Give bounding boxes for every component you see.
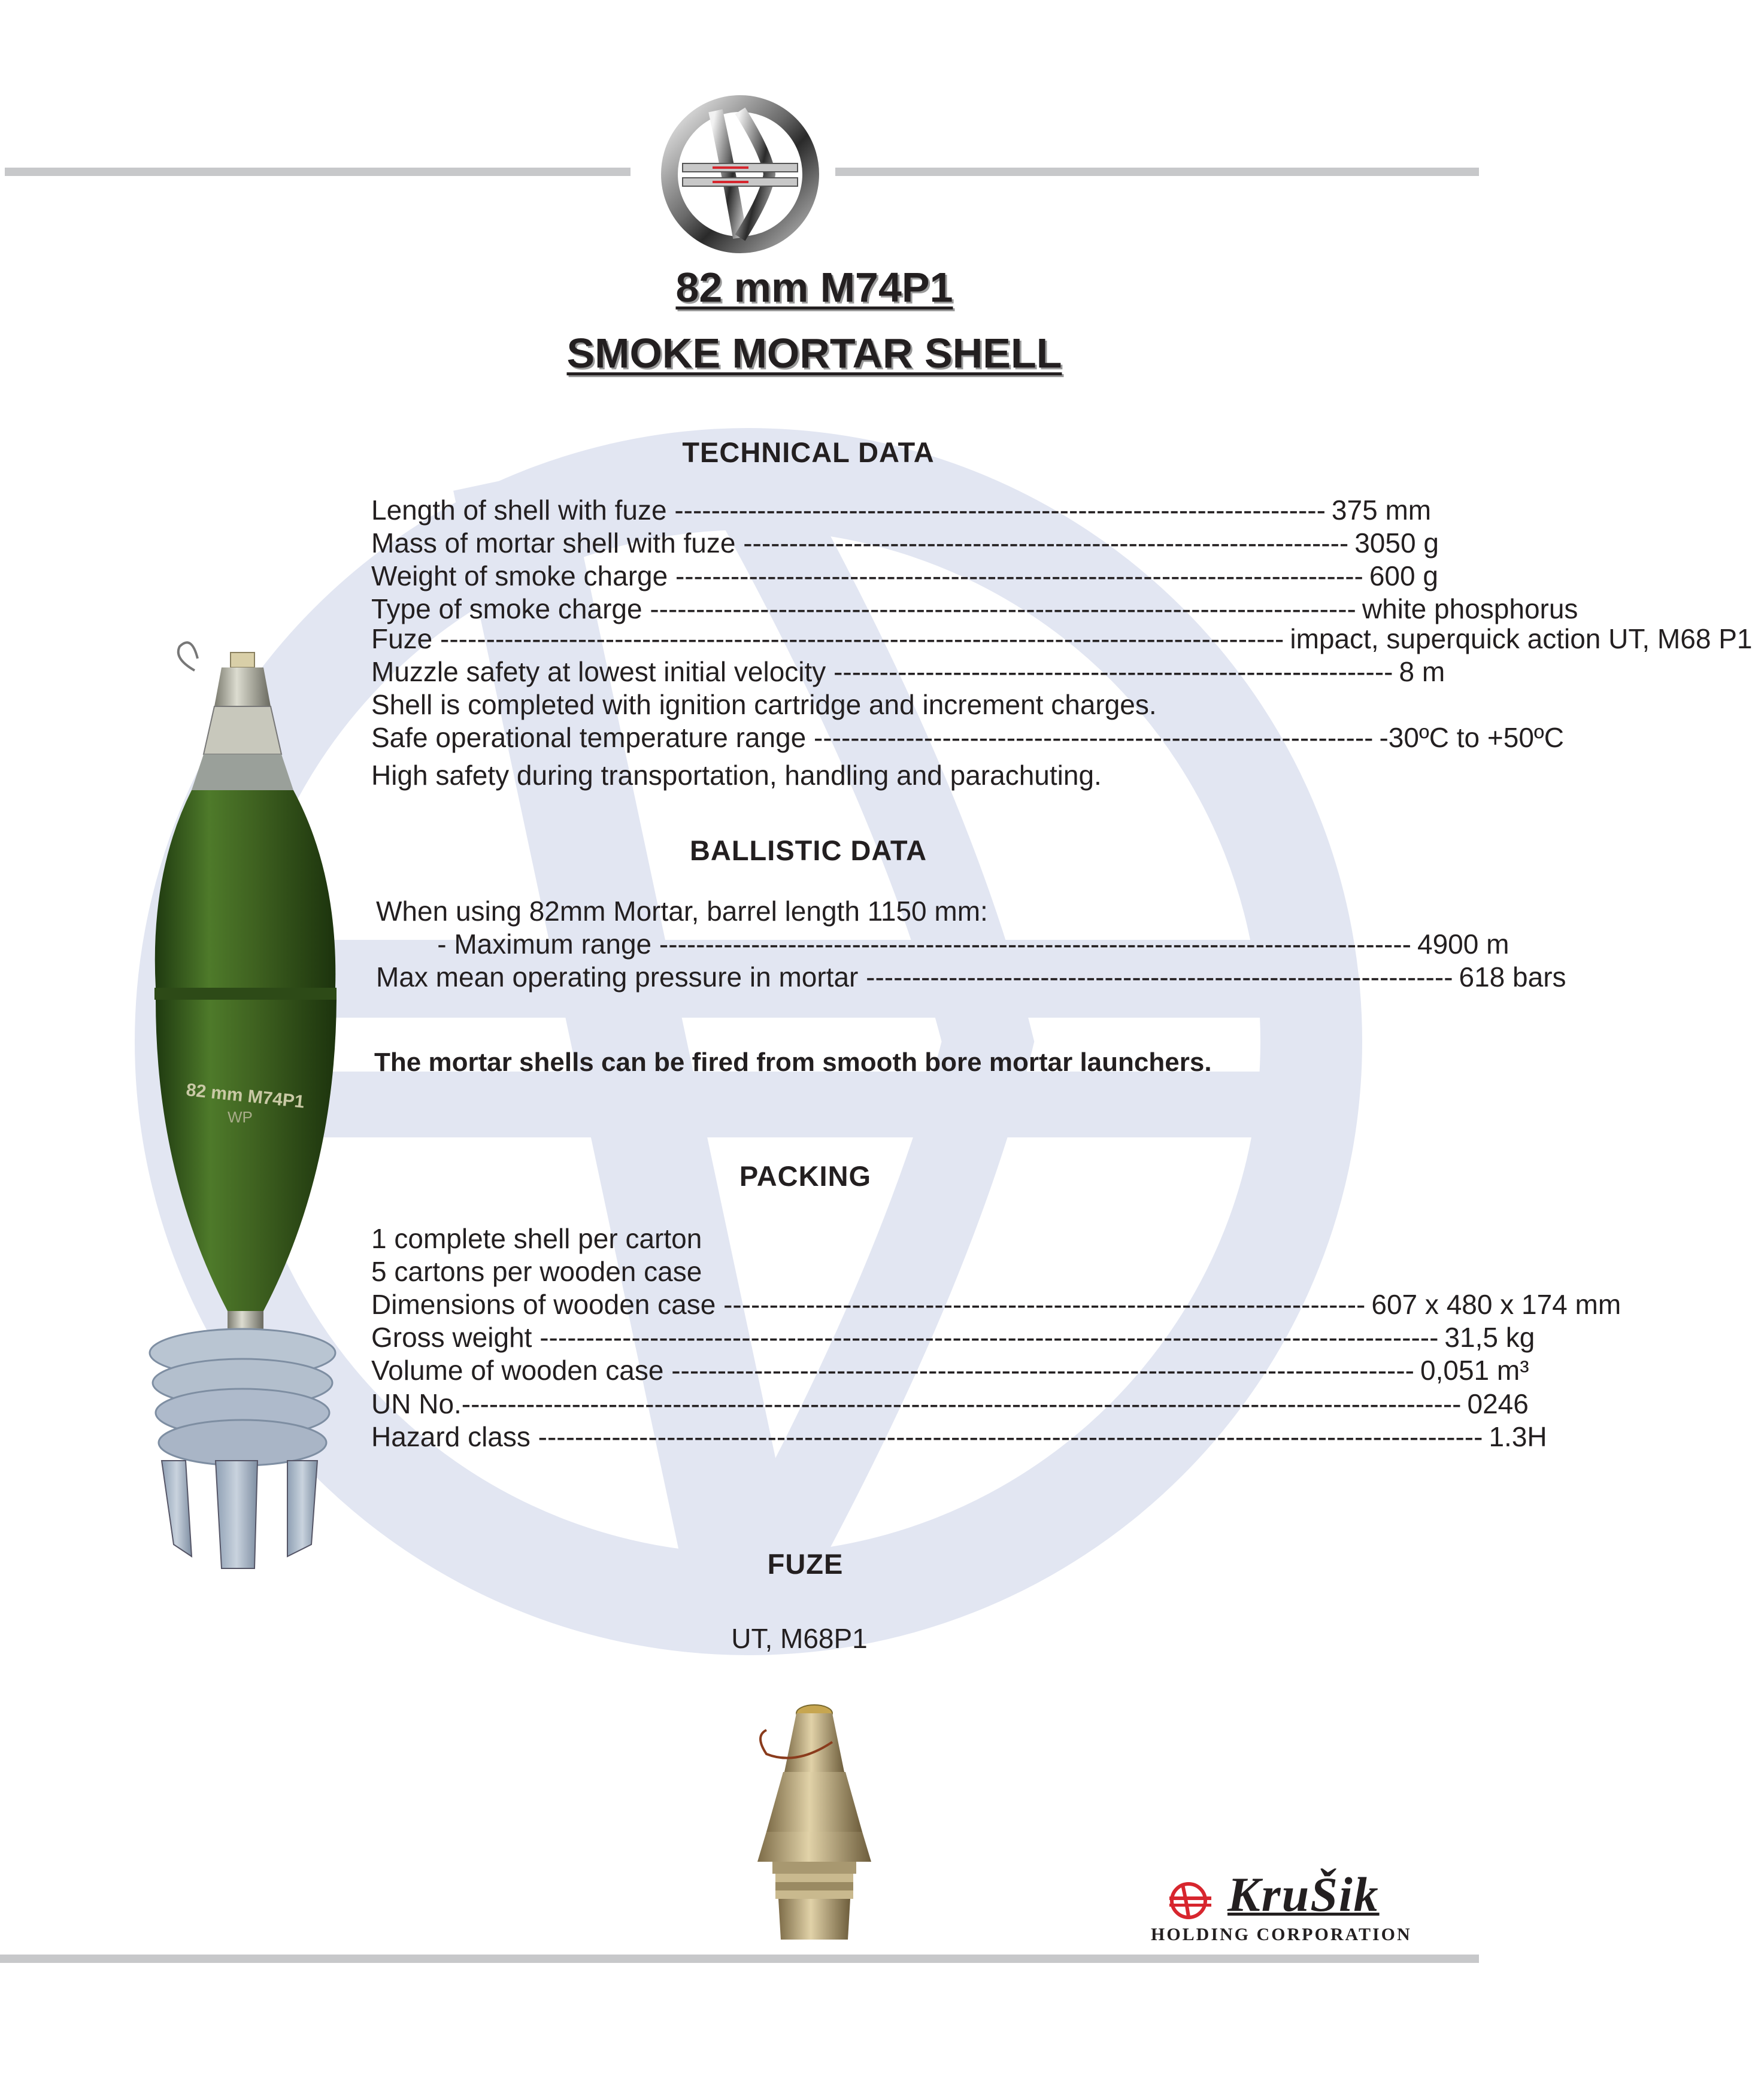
tech-row-label: Length of shell with fuze -----------------------------------------------------------------------: [371, 494, 1326, 526]
top-rule-left: [5, 168, 631, 176]
packing-row: [371, 1288, 1621, 1321]
packing-row: [371, 1388, 1529, 1421]
page-title: 82 mm M74P1: [675, 264, 953, 311]
tech-row-label: Fuze --------------------------------------------------------------------------------------------: [371, 623, 1284, 654]
ballistic-row-value: 4900 m: [1417, 928, 1509, 960]
packing-row: [371, 1321, 1535, 1354]
brand-name: KruŠik: [1227, 1867, 1380, 1922]
packing-row-label: Gross weight --------------------------------------------------------------------------------------------------: [371, 1322, 1439, 1353]
ballistic-row-value: 618 bars: [1459, 961, 1566, 993]
mortar-shell-image: [138, 635, 365, 1580]
tech-row-value: 8 m: [1399, 656, 1445, 687]
packing-row: [371, 1421, 1547, 1453]
packing-row-value: 1.3H: [1489, 1421, 1547, 1452]
tech-row-value: impact, superquick action UT, M68 P1: [1290, 623, 1752, 654]
ballistic-row: [376, 961, 1566, 994]
tech-row-label: Mass of mortar shell with fuze ------------------------------------------------------------------: [371, 527, 1349, 559]
technical-data-heading: TECHNICAL DATA: [682, 436, 935, 468]
ballistic-row: [376, 928, 1509, 961]
tech-row-value: 600 g: [1369, 560, 1438, 591]
top-rule-right: [835, 168, 1479, 176]
packing-row-label: Hazard class -------------------------------------------------------------------------------------------------------: [371, 1421, 1483, 1452]
brand-logo-icon: [1165, 1880, 1230, 1922]
page-subtitle: SMOKE MORTAR SHELL: [566, 330, 1062, 377]
tech-row: [371, 721, 1564, 754]
ballistic-intro: When using 82mm Mortar, barrel length 1150 mm:: [376, 896, 988, 927]
fuze-image: [730, 1700, 898, 1946]
tech-row: [371, 656, 1445, 688]
tech-row-label: Weight of smoke charge ---------------------------------------------------------------------------: [371, 560, 1363, 591]
tech-row-value: 3050 g: [1354, 527, 1439, 559]
tech-row-value: white phosphorus: [1362, 593, 1578, 624]
tech-row-value: -30ºC to +50ºC: [1379, 722, 1564, 753]
tech-row-label: Shell is completed with ignition cartridge and increment charges.: [371, 689, 1157, 720]
tech-row: [371, 593, 1578, 626]
packing-row: [371, 1354, 1529, 1387]
ballistic-row-label: Max mean operating pressure in mortar ----------------------------------------------------------------: [376, 961, 1453, 993]
tech-row: [371, 623, 1752, 656]
shell-marking-text: 82 mm M74P1: [185, 1080, 306, 1112]
packing-row-value: 31,5 kg: [1444, 1322, 1535, 1353]
packing-row-label: UN No.-------------------------------------------------------------------------------------------------------------: [371, 1388, 1462, 1419]
ballistic-note: The mortar shells can be fired from smooth bore mortar launchers.: [374, 1048, 1212, 1077]
packing-row-label: Volume of wooden case ---------------------------------------------------------------------------------: [371, 1355, 1415, 1386]
tech-row-value: 375 mm: [1331, 494, 1432, 526]
packing-row-value: 0,051 m³: [1420, 1355, 1529, 1386]
packing-line: 1 complete shell per carton: [371, 1223, 702, 1254]
packing-line: 5 cartons per wooden case: [371, 1256, 702, 1287]
tech-row-label: Muzzle safety at lowest initial velocity -------------------------------------------------------------: [371, 656, 1393, 687]
tech-note: High safety during transportation, handling and parachuting.: [371, 760, 1102, 791]
shell-marking-wp: WP: [228, 1108, 253, 1126]
packing-row-value: 0246: [1467, 1388, 1529, 1419]
tech-row-label: Safe operational temperature range -------------------------------------------------------------: [371, 722, 1374, 753]
bottom-rule: [0, 1955, 1479, 1963]
ballistic-data-heading: BALLISTIC DATA: [689, 834, 927, 866]
fuze-value: UT, M68P1: [731, 1623, 868, 1654]
ballistic-row-label: - Maximum range ----------------------------------------------------------------------------------: [376, 928, 1411, 960]
tech-row: [371, 494, 1432, 527]
tech-row: [371, 527, 1439, 560]
packing-row-label: Dimensions of wooden case ----------------------------------------------------------------------: [371, 1289, 1366, 1320]
tech-row-label: Type of smoke charge -----------------------------------------------------------------------------: [371, 593, 1356, 624]
fuze-heading: FUZE: [767, 1548, 844, 1580]
company-logo-icon: [659, 93, 822, 256]
packing-row-value: 607 x 480 x 174 mm: [1371, 1289, 1621, 1320]
tech-row: [371, 560, 1438, 593]
packing-heading: PACKING: [739, 1160, 872, 1192]
brand-subtitle: HOLDING CORPORATION: [1151, 1925, 1412, 1944]
